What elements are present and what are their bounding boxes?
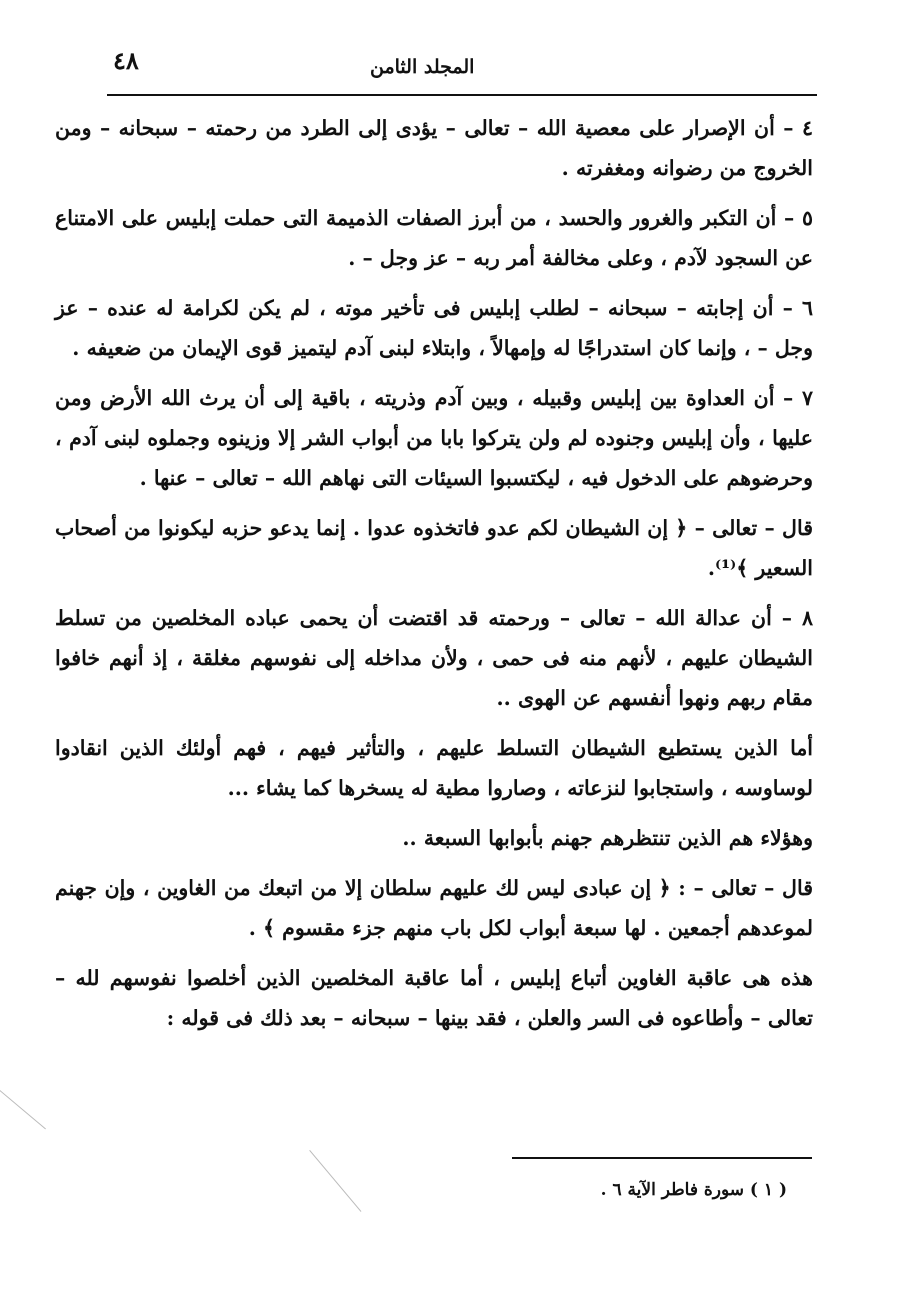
- scan-artifact-line: [0, 1090, 46, 1129]
- paragraph-point-4: ٤ – أن الإصرار على معصية الله – تعالى – يؤدى إلى الطرد من رحمته – سبحانه – ومن الخروج من رضوانه ومغفرته .: [55, 116, 813, 180]
- scan-artifact-line: [309, 1150, 361, 1212]
- paragraph-gates: وهؤلاء هم الذين تنتظرهم جهنم بأبوابها السبعة ..: [402, 826, 813, 850]
- running-head: المجلد الثامن: [370, 56, 475, 78]
- paragraph-quran-quote-2: قال – تعالى – : ﴿ إن عبادى ليس لك عليهم سلطان إلا من اتبعك من الغاوين ، وإن جهنم لموعدهم أجمعين . لها سبعة أبواب لكل باب منهم جزء مقسوم ﴾ .: [55, 876, 813, 940]
- paragraph-conclusion: هذه هى عاقبة الغاوين أتباع إبليس ، أما عاقبة المخلصين الذين أخلصوا نفوسهم لله – تعالى – وأطاعوه فى السر والعلن ، فقد بينها – سبحانه – بعد ذلك فى قوله :: [55, 966, 813, 1030]
- header-rule: [107, 94, 817, 96]
- paragraph-point-7: ٧ – أن العداوة بين إبليس وقبيله ، وبين آدم وذريته ، باقية إلى أن يرث الله الأرض ومن عليها ، وأن إبليس وجنوده لم ولن يتركوا بابا من أبواب الشر إلا وزينوه وجملوه لبنى آدم ، وحرضوهم على الدخول فيه ، ليكتسبوا السيئات التى نهاهم الله – تعالى – عنها .: [55, 386, 813, 490]
- paragraph-point-8: ٨ – أن عدالة الله – تعالى – ورحمته قد اقتضت أن يحمى عباده المخلصين من تسلط الشيطان عليهم ، لأنهم منه فى حمى ، ولأن مداخله إلى نفوسهم مغلقة ، إذ أنهم خافوا مقام ربهم ونهوا أنفسهم عن الهوى ..: [55, 606, 813, 710]
- paragraph-quran-quote-1: قال – تعالى – ﴿ إن الشيطان لكم عدو فاتخذوه عدوا . إنما يدعو حزبه ليكونوا من أصحاب السعير ﴾⁽¹⁾.: [55, 516, 813, 580]
- body-text: [55, 108, 813, 1048]
- paragraph-point-5: ٥ – أن التكبر والغرور والحسد ، من أبرز الصفات الذميمة التى حملت إبليس على الامتناع عن السجود لآدم ، وعلى مخالفة أمر ربه – عز وجل – .: [55, 206, 813, 270]
- page-number: ٤٨: [113, 46, 139, 75]
- footnote: ( ١ ) سورة فاطر الآية ٦ .: [600, 1180, 787, 1200]
- paragraph-misled: أما الذين يستطيع الشيطان التسلط عليهم ، والتأثير فيهم ، فهم أولئك الذين انقادوا لوساوسه ، واستجابوا لنزعاته ، وصاروا مطية له يسخرها كما يشاء ...: [55, 736, 813, 800]
- footnote-rule: [512, 1157, 812, 1159]
- paragraph-point-6: ٦ – أن إجابته – سبحانه – لطلب إبليس فى تأخير موته ، لم يكن لكرامة له عنده – عز وجل – ، وإنما كان استدراجًا له وإمهالاً ، وابتلاء لبنى آدم ليتميز قوى الإيمان من ضعيفه .: [55, 296, 813, 360]
